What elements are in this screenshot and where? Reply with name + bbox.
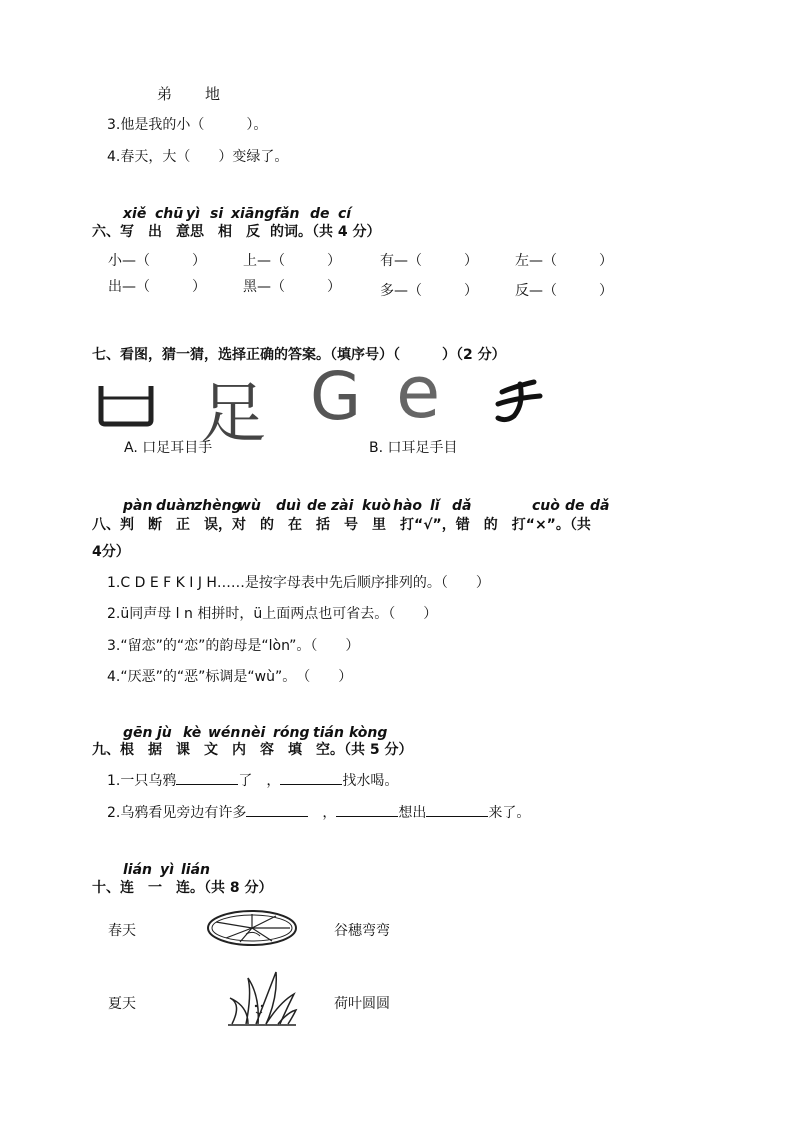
pinyin: de [565, 498, 585, 514]
question-4: 4.春天，大（ ）变绿了。 [107, 149, 289, 165]
phrase-grain[interactable]: 谷穗弯弯 [334, 923, 390, 939]
pinyin: si [210, 206, 224, 222]
fill-blank[interactable] [246, 815, 308, 817]
hand-icon [494, 378, 544, 424]
fill-blank[interactable] [426, 815, 488, 817]
pinyin: wén [208, 725, 241, 741]
pinyin: cuò [532, 498, 560, 514]
pinyin: duì [276, 498, 301, 514]
fill-blank[interactable] [176, 783, 238, 785]
fill-blank[interactable] [280, 783, 342, 785]
pinyin: cí [338, 206, 352, 222]
judge-q2: 2.ü同声母 l n 相拼时，ü上面两点也可省去。（ ） [107, 606, 438, 622]
mouth-icon [97, 382, 157, 427]
pinyin: nèi [241, 725, 266, 741]
option-b: B. 口耳足手目 [369, 440, 458, 456]
section-8-title: 八、判 断 正 误，对 的 在 括 号 里 打“√”，错 的 打“×”。（共 [92, 517, 591, 533]
antonym-item: 上—（ ） [243, 253, 341, 269]
antonym-item: 有—（ ） [380, 253, 478, 269]
pinyin: yì [160, 862, 174, 878]
option-a: A. 口足耳目手 [124, 440, 213, 456]
pinyin: róng [273, 725, 310, 741]
pinyin: yì [186, 206, 200, 222]
antonym-item: 小—（ ） [108, 253, 206, 269]
pinyin: de [310, 206, 330, 222]
pinyin: lǐ [430, 498, 440, 514]
phrase-lotus[interactable]: 荷叶圆圆 [334, 996, 390, 1012]
ear-glyph: G [310, 358, 362, 435]
pinyin: zhèng [194, 498, 242, 514]
antonym-item: 出—（ ） [108, 279, 206, 295]
section-10-title: 十、连 一 连。（共 8 分） [92, 880, 273, 896]
word-di2: 地 [205, 85, 221, 103]
fill-q2: 2.乌鸦看见旁边有许多 ， 想出 来了。 [107, 805, 531, 821]
foot-glyph: 足 [200, 375, 266, 452]
pinyin: dǎ [452, 498, 472, 514]
grass-icon[interactable] [226, 968, 298, 1028]
word-di: 弟 [157, 85, 173, 103]
pinyin: jù [157, 725, 172, 741]
pinyin: wù [238, 498, 261, 514]
pinyin: fǎn [274, 206, 300, 222]
season-spring[interactable]: 春天 [108, 923, 136, 939]
pinyin: kuò [362, 498, 391, 514]
antonym-item: 反—（ ） [515, 283, 613, 299]
judge-q1: 1.C D E F K I J H……是按字母表中先后顺序排列的。（ ） [107, 575, 490, 591]
pinyin: pàn [123, 498, 153, 514]
pinyin: xiě [123, 206, 147, 222]
pinyin: xiāng [231, 206, 275, 222]
question-3: 3.他是我的小（ ）。 [107, 117, 268, 133]
lotus-leaf-icon[interactable] [206, 908, 298, 948]
section-8-title-cont: 4分） [92, 544, 130, 560]
fill-q1: 1.一只乌鸦 了 ， 找水喝。 [107, 773, 399, 789]
pinyin: gēn [123, 725, 153, 741]
eye-glyph: e [396, 350, 441, 434]
pinyin: hào [393, 498, 423, 514]
season-summer[interactable]: 夏天 [108, 996, 136, 1012]
antonym-item: 左—（ ） [515, 253, 613, 269]
pinyin: chū [155, 206, 184, 222]
pinyin: lián [181, 862, 211, 878]
pinyin: duàn [156, 498, 196, 514]
section-9-title: 九、根 据 课 文 内 容 填 空。（共 5 分） [92, 742, 413, 758]
pinyin: lián [123, 862, 153, 878]
pinyin: de [307, 498, 327, 514]
pinyin: tián [313, 725, 344, 741]
pinyin: dǎ [590, 498, 610, 514]
section-6-title: 六、写 出 意思 相 反 的词。（共 4 分） [92, 224, 381, 240]
pinyin: zài [331, 498, 354, 514]
section-7-title: 七、看图，猜一猜，选择正确的答案。（填序号）（ ）（2 分） [92, 347, 506, 363]
antonym-item: 黑—（ ） [243, 279, 341, 295]
pinyin: kòng [349, 725, 388, 741]
fill-blank[interactable] [336, 815, 398, 817]
antonym-item: 多—（ ） [380, 283, 478, 299]
pinyin: kè [183, 725, 202, 741]
judge-q4: 4.“厌恶”的“恶”标调是“wù”。 （ ） [107, 669, 353, 685]
judge-q3: 3.“留恋”的“恋”的韵母是“lòn”。（ ） [107, 638, 360, 654]
